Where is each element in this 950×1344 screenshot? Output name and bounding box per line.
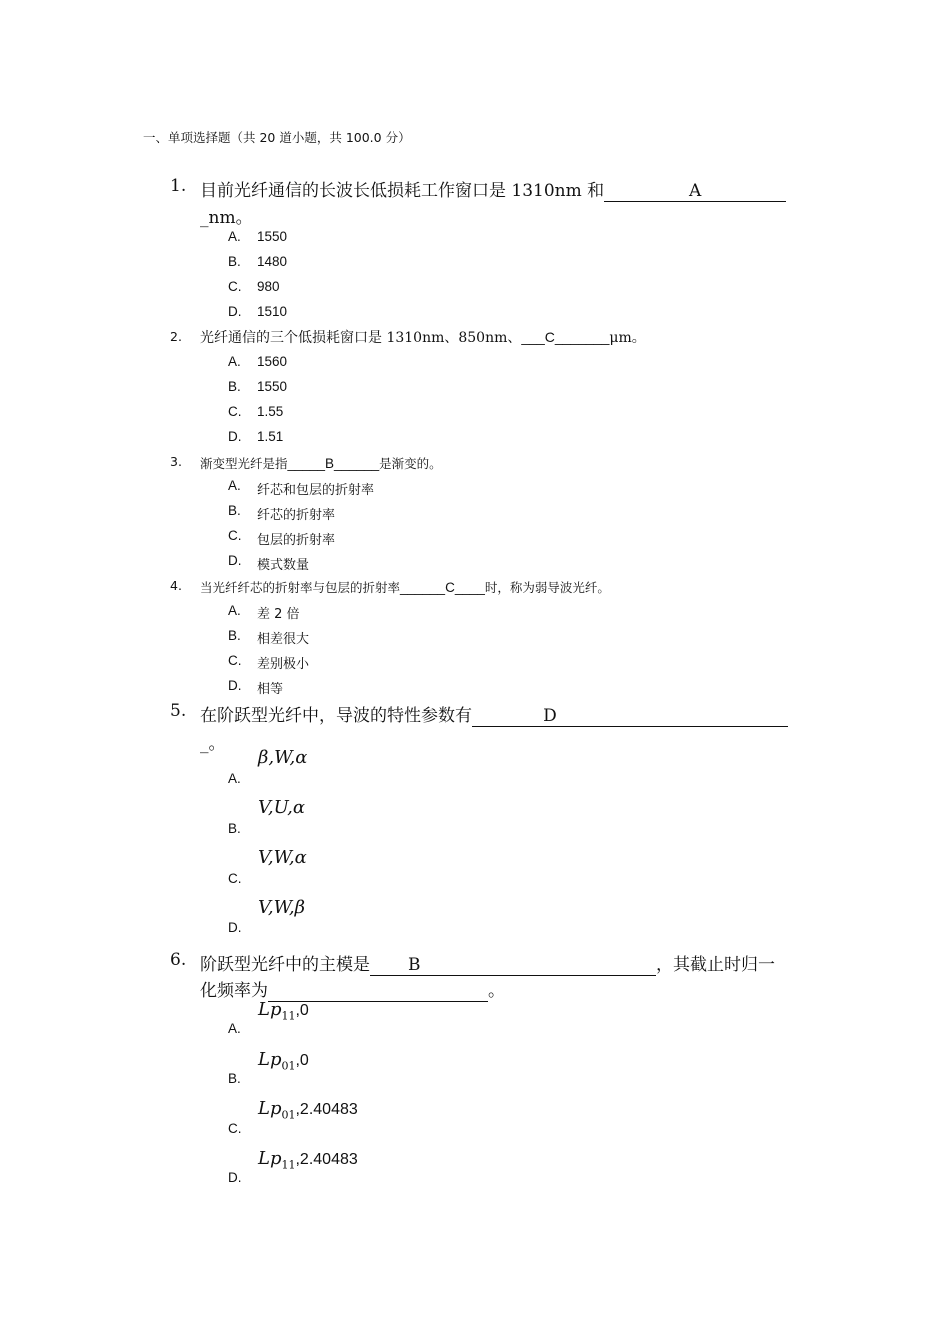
q2-option-b-letter: B. — [228, 379, 241, 394]
q2-option-d-letter: D. — [228, 429, 242, 444]
q4-option-a-letter: A. — [228, 603, 241, 618]
q6-option-a-letter: A. — [228, 1021, 241, 1036]
question-3-number: 3. — [170, 454, 182, 469]
q5-option-a-letter: A. — [228, 771, 241, 786]
q6-option-b-base: Lp — [258, 1049, 282, 1070]
question-1-number: 1. — [170, 176, 187, 196]
q6-option-b-letter: B. — [228, 1071, 241, 1086]
question-6-number: 6. — [170, 950, 187, 970]
question-6-answer-blank — [370, 956, 656, 976]
question-3-text — [200, 454, 442, 472]
q6-option-d-letter: D. — [228, 1170, 242, 1185]
q6-option-a-base: Lp — [258, 999, 282, 1020]
question-2-text-before: 光纤通信的三个低损耗窗口是 1310nm、850nm、 — [200, 330, 522, 346]
q1-option-c-letter: C. — [228, 279, 242, 294]
q5-option-d-letter: D. — [228, 920, 242, 935]
q5-option-d-formula: V,W,β — [258, 897, 306, 918]
question-1-answer-blank — [604, 182, 786, 202]
q6-option-b-sub: 01 — [281, 1059, 296, 1073]
q6-option-a-formula — [258, 999, 309, 1023]
question-6-text-mid: ，其截止时归一 — [656, 955, 775, 975]
q5-option-b-formula: V,U,α — [258, 797, 305, 818]
q2-option-a-letter: A. — [228, 354, 241, 369]
q6-option-d-formula — [258, 1148, 358, 1172]
q5-option-c-letter: C. — [228, 871, 242, 886]
q5-option-c-formula: V,W,α — [258, 847, 307, 868]
question-6-text-after: 。 — [488, 981, 505, 1001]
question-2-text-after: μm。 — [609, 330, 646, 346]
q3-option-c-text: 包层的折射率 — [257, 533, 336, 548]
question-1-answer: A — [689, 181, 702, 201]
q4-option-b-letter: B. — [228, 628, 241, 643]
question-3-text-after: 是渐变的。 — [379, 456, 442, 471]
q1-option-a-letter: A. — [228, 229, 241, 244]
question-2-answer: ___C_______ — [521, 329, 610, 345]
q6-option-d-value: ,2.40483 — [295, 1151, 358, 1168]
q6-option-d-sub: 11 — [281, 1158, 296, 1172]
question-6-text — [200, 950, 775, 976]
q4-option-c-text: 差别极小 — [257, 657, 310, 672]
q6-option-c-base: Lp — [258, 1098, 282, 1119]
q6-option-a-sub: 11 — [281, 1009, 296, 1023]
q4-option-c-letter: C. — [228, 653, 242, 668]
q5-option-a-formula: β,W,α — [258, 747, 308, 768]
q6-option-c-value: ,2.40483 — [295, 1101, 358, 1118]
q6-option-c-formula — [258, 1098, 358, 1122]
q3-option-d-letter: D. — [228, 553, 242, 568]
question-5-text — [200, 701, 788, 727]
q6-option-c-letter: C. — [228, 1121, 242, 1136]
q4-option-d-letter: D. — [228, 678, 242, 693]
q2-option-a-text: 1560 — [257, 354, 288, 369]
q1-option-d-letter: D. — [228, 304, 242, 319]
q2-option-c-text: 1.55 — [257, 404, 284, 419]
question-6-answer: B — [408, 955, 421, 975]
question-5-answer-blank — [472, 707, 788, 727]
q3-option-b-text: 纤芯的折射率 — [257, 508, 336, 523]
q3-option-b-letter: B. — [228, 503, 241, 518]
q4-option-a-text: 差 2 倍 — [257, 607, 300, 622]
q3-option-c-letter: C. — [228, 528, 242, 543]
question-6-text-line2-label: 化频率为 — [200, 981, 268, 1001]
question-5-answer: D — [543, 706, 557, 726]
question-6-text-line2 — [200, 976, 505, 1002]
q6-option-b-formula — [258, 1049, 309, 1073]
q1-option-a-text: 1550 — [257, 229, 288, 244]
q2-option-b-text: 1550 — [257, 379, 288, 394]
question-4-text — [200, 578, 610, 596]
question-2-text — [200, 327, 646, 347]
q3-option-a-text: 纤芯和包层的折射率 — [257, 483, 375, 498]
q5-option-b-letter: B. — [228, 821, 241, 836]
q1-option-b-text: 1480 — [257, 254, 288, 269]
q2-option-d-text: 1.51 — [257, 429, 284, 444]
q4-option-d-text: 相等 — [257, 682, 284, 697]
q1-option-c-text: 980 — [257, 279, 280, 294]
q6-option-a-value: ,0 — [295, 1002, 309, 1019]
question-2-number: 2. — [170, 329, 182, 344]
q6-option-b-value: ,0 — [295, 1052, 309, 1069]
q6-option-d-base: Lp — [258, 1148, 282, 1169]
question-4-answer: ______C____ — [400, 580, 485, 595]
section-title: 一、单项选择题（共 20 道小题，共 100.0 分） — [143, 130, 411, 145]
question-5-text-before: 在阶跃型光纤中，导波的特性参数有 — [200, 706, 472, 726]
question-4-number: 4. — [170, 578, 182, 593]
question-1-text-after: _nm。 — [200, 208, 253, 228]
q2-option-c-letter: C. — [228, 404, 242, 419]
question-1-text-before: 目前光纤通信的长波长低损耗工作窗口是 1310nm 和 — [200, 181, 605, 201]
q4-option-b-text: 相差很大 — [257, 632, 310, 647]
question-5-text-after: _。 — [200, 734, 226, 754]
question-6-text-before: 阶跃型光纤中的主模是 — [200, 955, 370, 975]
question-3-text-before: 渐变型光纤是指 — [200, 456, 288, 471]
question-1-text — [200, 176, 786, 202]
question-3-answer: _____B______ — [287, 456, 380, 471]
q3-option-a-letter: A. — [228, 478, 241, 493]
q3-option-d-text: 模式数量 — [257, 558, 310, 573]
question-4-text-after: 时，称为弱导波光纤。 — [484, 580, 610, 595]
q1-option-d-text: 1510 — [257, 304, 288, 319]
q1-option-b-letter: B. — [228, 254, 241, 269]
question-5-number: 5. — [170, 701, 187, 721]
question-4-text-before: 当光纤纤芯的折射率与包层的折射率 — [200, 580, 401, 595]
q6-option-c-sub: 01 — [281, 1108, 296, 1122]
